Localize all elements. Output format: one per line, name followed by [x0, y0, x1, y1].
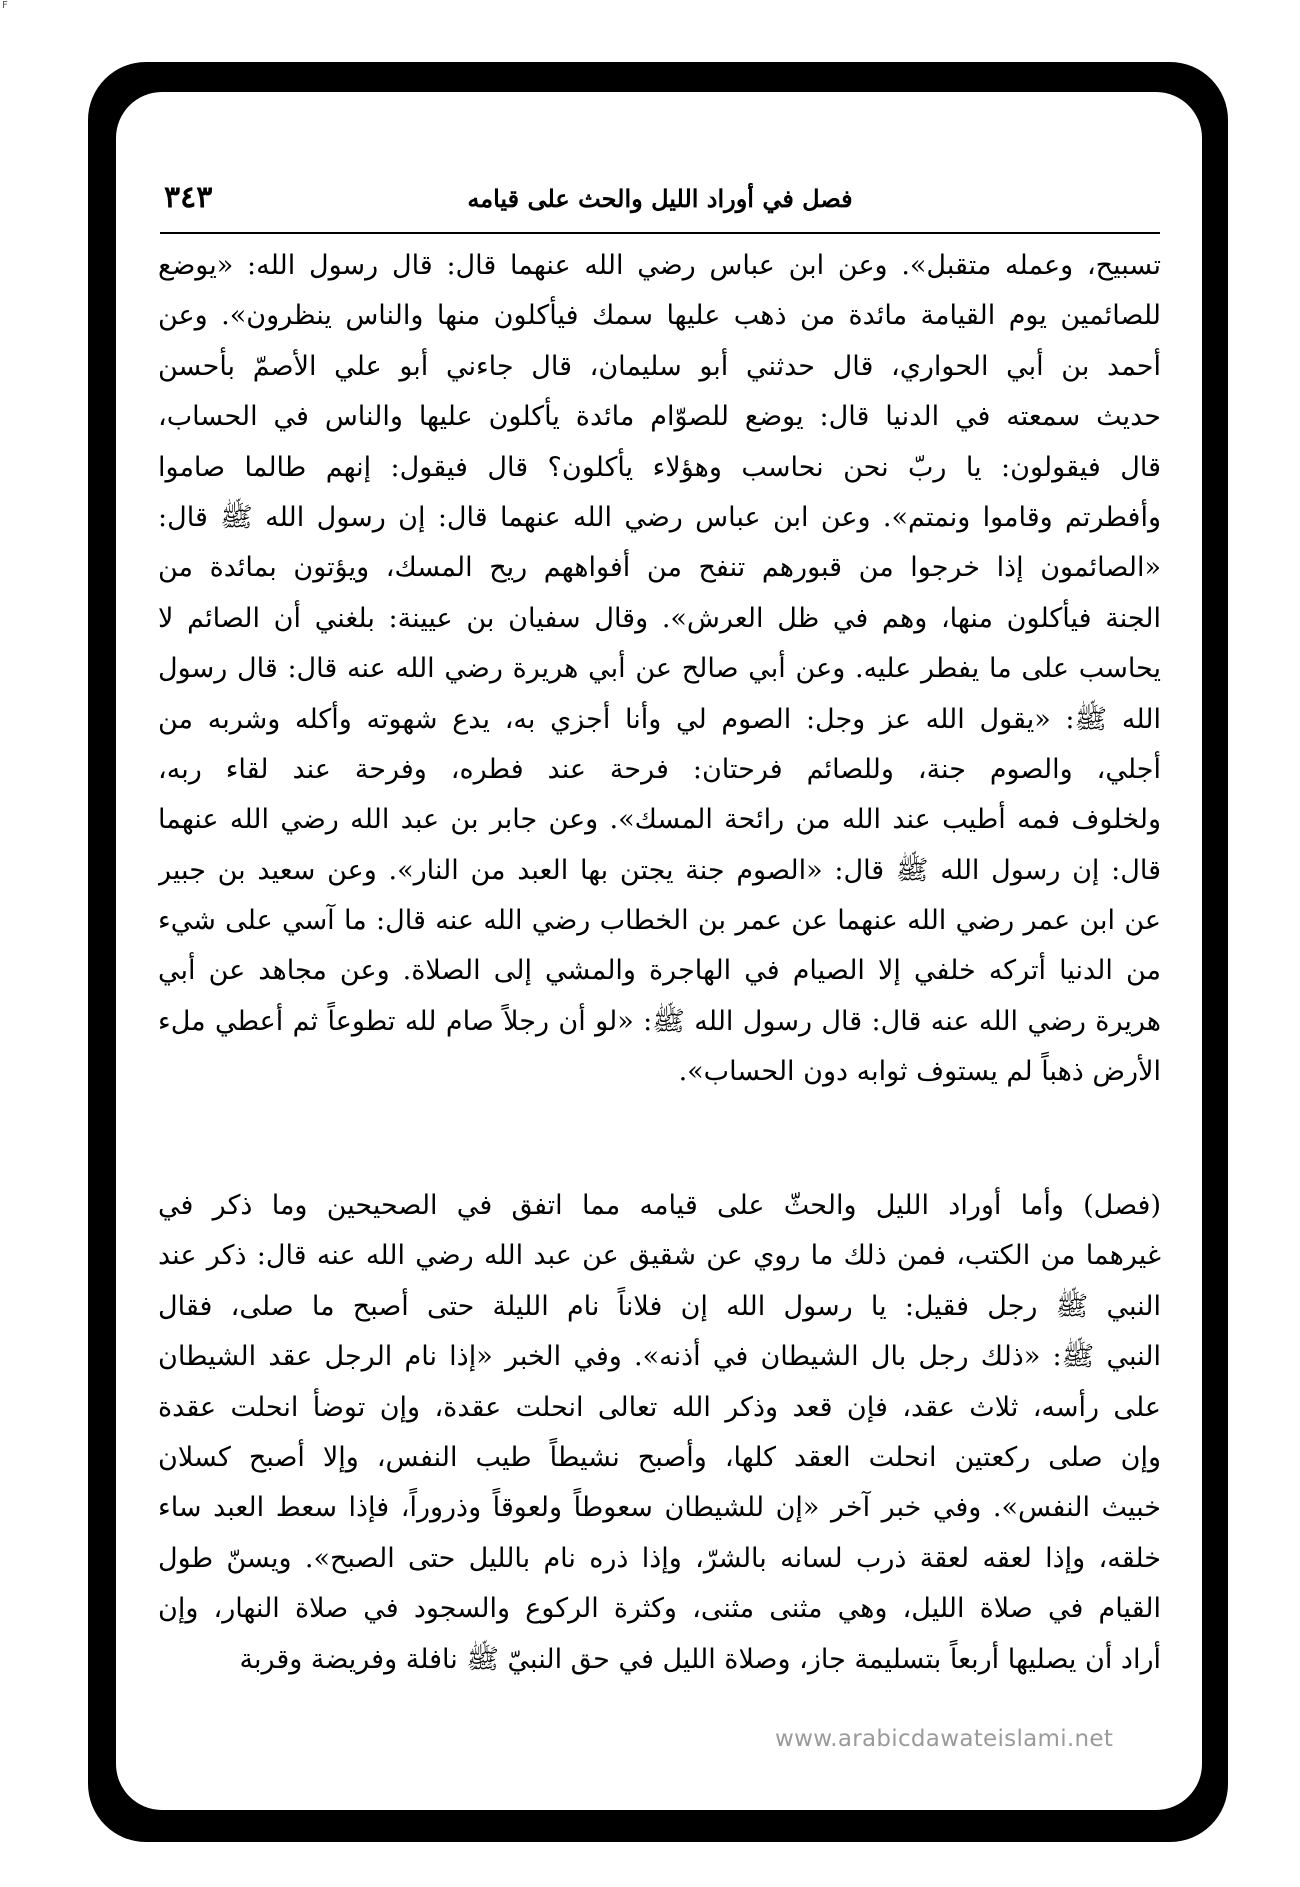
text-line: قال فيقولون: يا ربّ نحن نحاسب وهؤلاء يأكلون؟ قال فيقول: إنهم طالما صاموا	[158, 451, 1161, 483]
text-line: النبي ﷺ رجل فقيل: يا رسول الله إن فلاناً نام الليلة حتى أصبح ما صلى، فقال	[158, 1290, 1161, 1322]
text-line: يحاسب على ما يفطر عليه. وعن أبي صالح عن أبي هريرة رضي الله عنه قال: قال رسول	[158, 653, 1161, 685]
text-line: على رأسه، ثلاث عقد، فإن قعد وذكر الله تعالى انحلت عقدة، وإن توضأ انحلت عقدة	[158, 1391, 1161, 1423]
text-line: القيام في صلاة الليل، وهي مثنى مثنى، وكثرة الركوع والسجود في صلاة النهار، وإن	[158, 1593, 1161, 1625]
text-line: أحمد بن أبي الحواري، قال حدثني أبو سليمان، قال جاءني أبو علي الأصمّ بأحسن	[158, 350, 1161, 382]
text-line: تسبيح، وعمله متقبل». وعن ابن عباس رضي الله عنهما قال: قال رسول الله: «يوضع	[158, 250, 1161, 281]
text-line: وأفطرتم وقاموا ونمتم». وعن ابن عباس رضي الله عنهما قال: إن رسول الله ﷺ قال:	[158, 501, 1161, 533]
text-block-night-prayer	[158, 1181, 1161, 1685]
text-line: الله ﷺ: «يقول الله عز وجل: الصوم لي وأنا أجزي به، يدع شهوته وأكله وشربه من	[158, 703, 1161, 735]
text-line: (فصل) وأما أوراد الليل والحثّ على قيامه مما اتفق في الصحيحين وما ذكر في	[158, 1190, 1161, 1221]
text-line: أجلي، والصوم جنة، وللصائم فرحتان: فرحة عند فطره، وفرحة عند لقاء ربه،	[158, 753, 1161, 785]
text-line: الجنة فيأكلون منها، وهم في ظل العرش». وقال سفيان بن عيينة: بلغني أن الصائم لا	[158, 602, 1161, 634]
running-header	[160, 172, 1160, 234]
text-line: «الصائمون إذا خرجوا من قبورهم تنفح من أفواههم ريح المسك، ويؤتون بمائدة من	[158, 552, 1161, 584]
text-line: خبيث النفس». وفي خبر آخر «إن للشيطان سعوطاً ولعوقاً وذروراً، فإذا سعط العبد ساء	[158, 1492, 1161, 1524]
text-line: ولخلوف فمه أطيب عند الله من رائحة المسك». وعن جابر بن عبد الله رضي الله عنهما	[158, 804, 1161, 836]
text-line: النبي ﷺ: «ذلك رجل بال الشيطان في أذنه». وفي الخبر «إذا نام الرجل عقد الشيطان	[158, 1341, 1161, 1373]
text-line: للصائمين يوم القيامة مائدة من ذهب عليها سمك فيأكلون منها والناس ينظرون». وعن	[158, 300, 1161, 332]
watermark-url: www.arabicdawateislami.net	[775, 1726, 1114, 1752]
text-line: قال: إن رسول الله ﷺ قال: «الصوم جنة يجتن بها العبد من النار». وعن سعيد بن جبير	[158, 854, 1161, 886]
scan-corner-mark: F	[2, 0, 8, 11]
text-line: غيرهما من الكتب، فمن ذلك ما روي عن شقيق عن عبد الله رضي الله عنه قال: ذكر عند	[158, 1240, 1161, 1272]
text-line: عن ابن عمر رضي الله عنهما عن عمر بن الخطاب رضي الله عنه قال: ما آسي على شيء	[158, 905, 1161, 937]
text-line: الأرض ذهباً لم يستوف ثوابه دون الحساب».	[678, 1056, 1161, 1088]
text-line: خلقه، وإذا لعقه لعقة ذرب لسانه بالشرّ، وإذا ذره نام بالليل حتى الصبح». ويسنّ طول	[158, 1542, 1161, 1574]
header-title: فصل في أوراد الليل والحث على قيامه	[467, 184, 853, 213]
text-line: هريرة رضي الله عنه قال: قال رسول الله ﷺ: «لو أن رجلاً صام لله تطوعاً ثم أعطي ملء	[158, 1005, 1161, 1037]
page-number: ٣٤٣	[164, 180, 213, 215]
text-block-fasting	[158, 241, 1161, 1098]
text-line: حديث سمعته في الدنيا قال: يوضع للصوّام مائدة يأكلون عليها والناس في الحساب،	[158, 401, 1161, 433]
text-line: أراد أن يصليها أربعاً بتسليمة جاز، وصلاة الليل في حق النبيّ ﷺ نافلة وفريضة وقربة	[239, 1643, 1161, 1675]
text-line: من الدنيا أتركه خلفي إلا الصيام في الهاجرة والمشي إلى الصلاة. وعن مجاهد عن أبي	[158, 955, 1161, 987]
text-line: وإن صلى ركعتين انحلت العقد كلها، وأصبح نشيطاً طيب النفس، وإلا أصبح كسلان	[158, 1441, 1161, 1473]
